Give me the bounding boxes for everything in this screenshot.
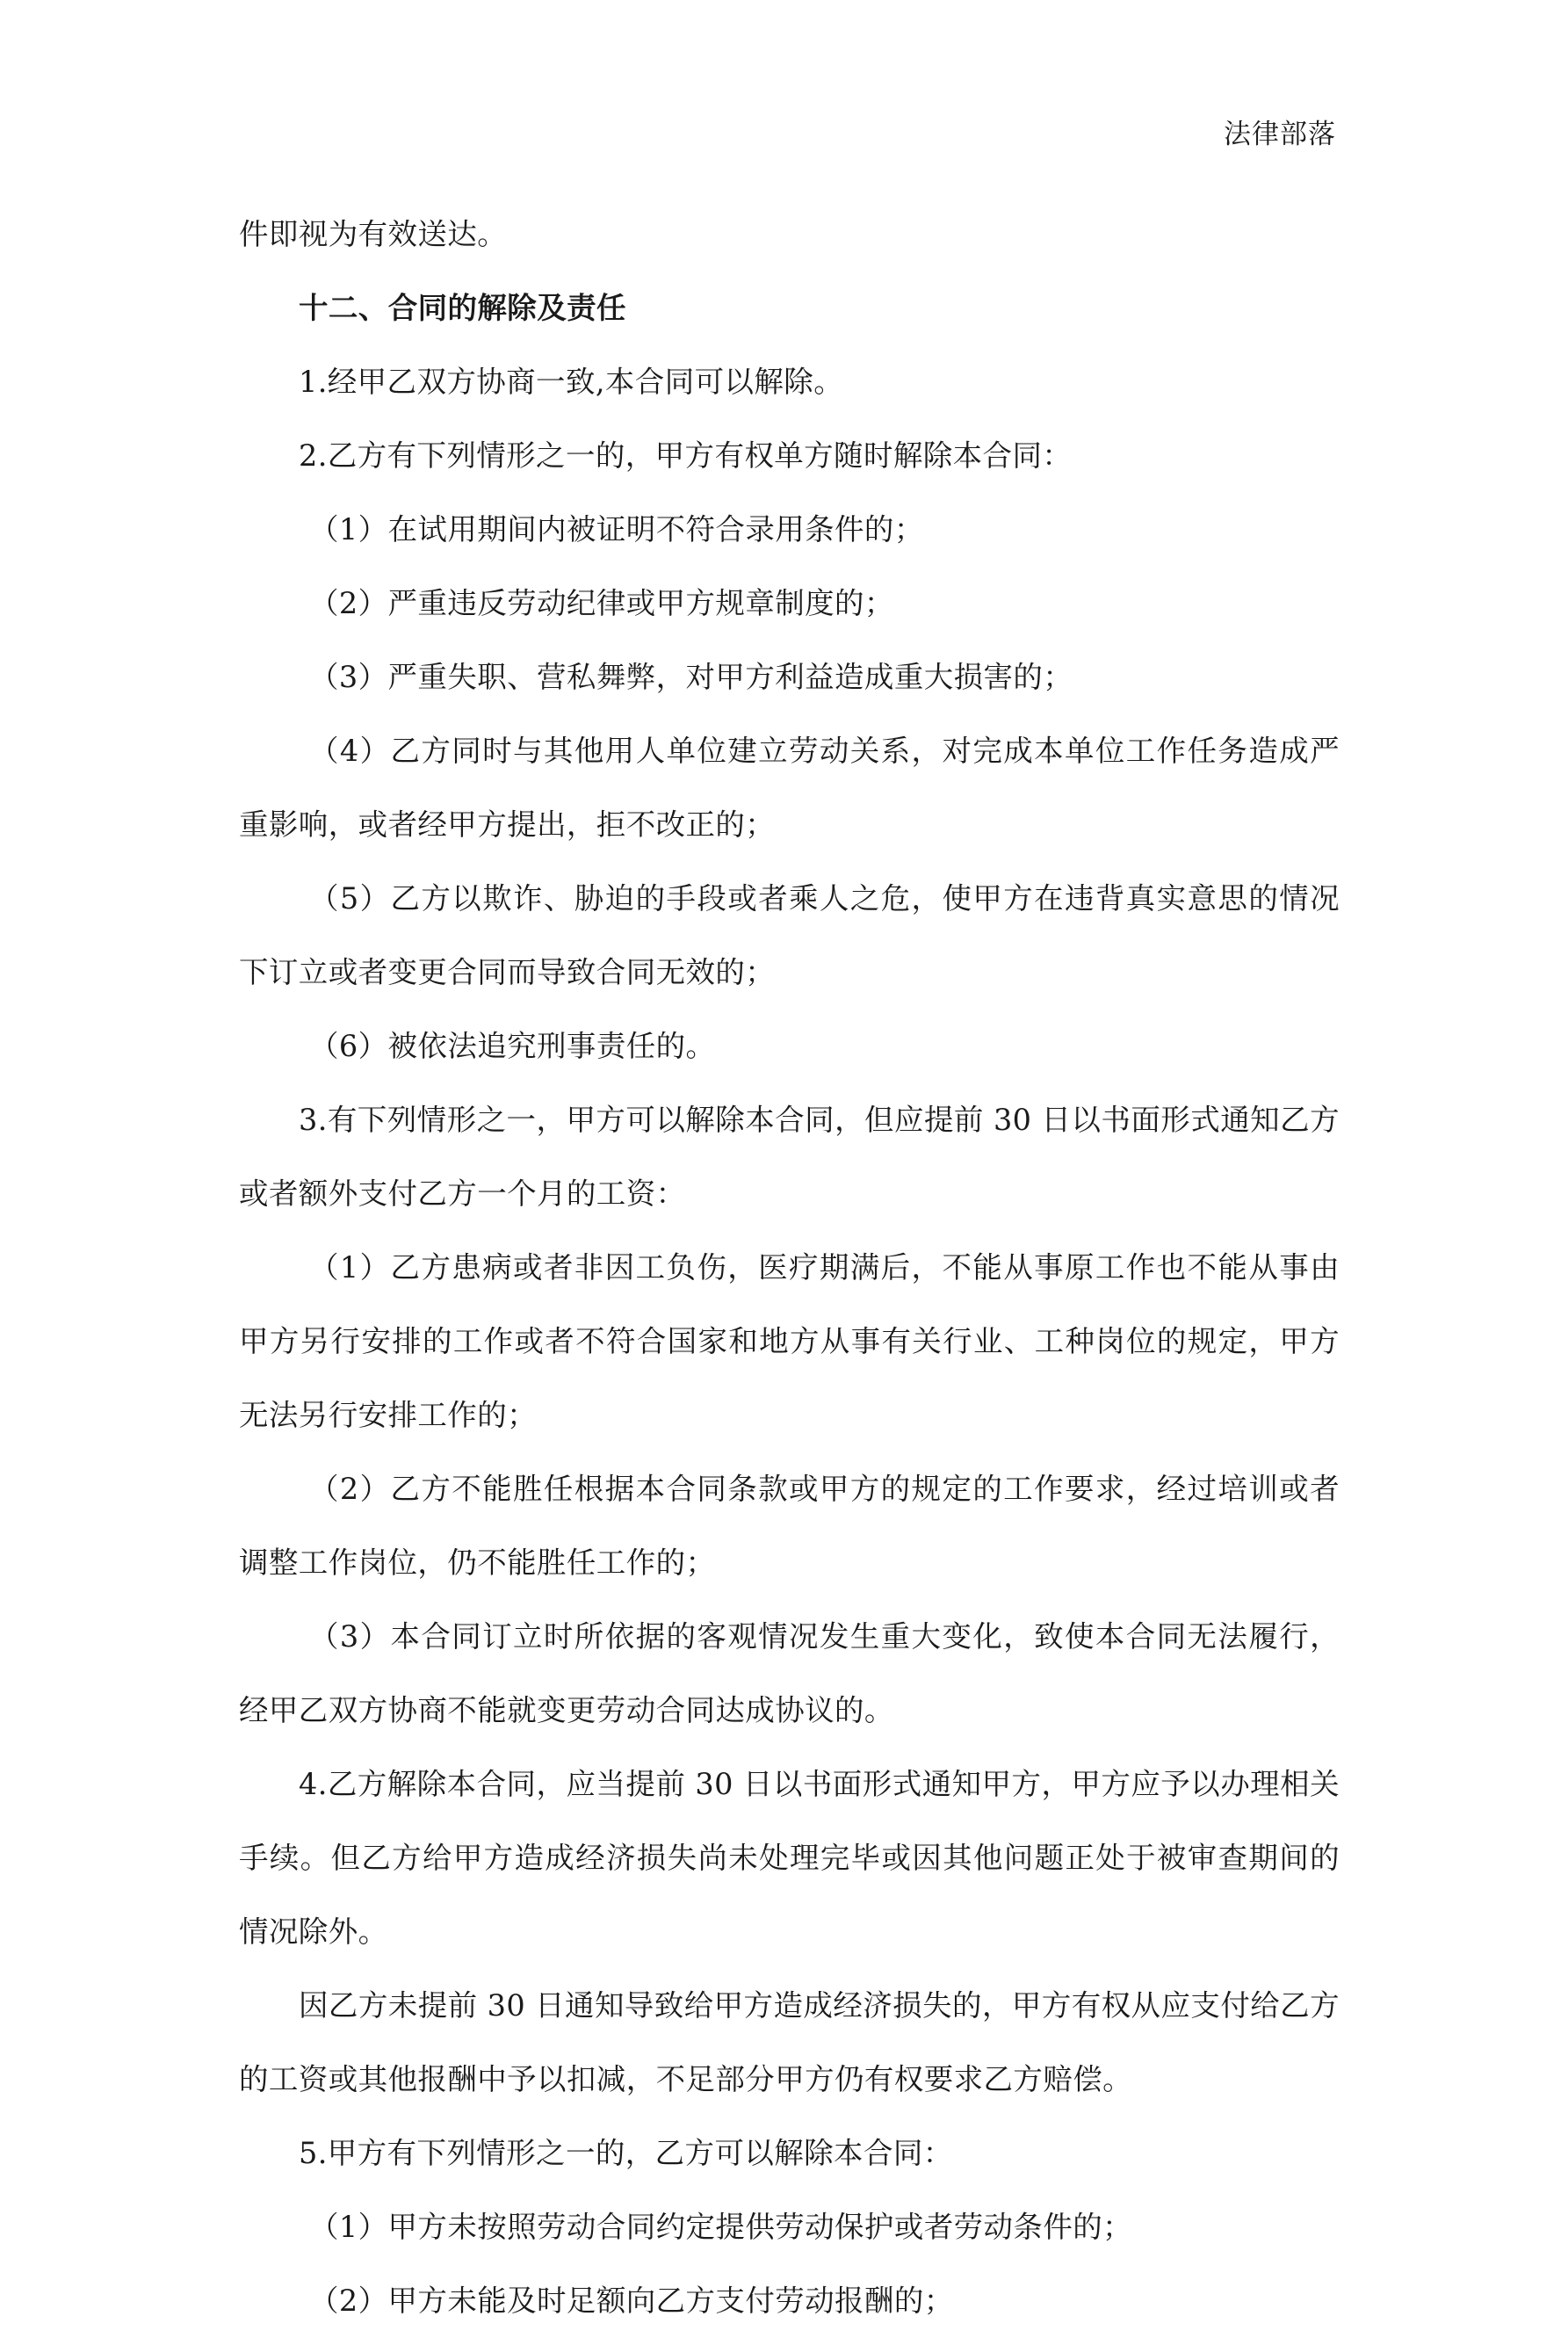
sub-clause: （1）乙方患病或者非因工负伤，医疗期满后，不能从事原工作也不能从事由甲方另行安排的工作或者不符合国家和地方从事有关行业、工种岗位的规定，甲方无法另行安排工作的； [239,1250,1340,1432]
sub-clause: （1）甲方未按照劳动合同约定提供劳动保护或者劳动条件的； [309,2210,1133,2244]
clause: 5.甲方有下列情形之一的，乙方可以解除本合同： [299,2136,953,2170]
sub-clause: （3）严重失职、营私舞弊，对甲方利益造成重大损害的； [309,660,1073,694]
clause: 3.有下列情形之一，甲方可以解除本合同，但应提前 30 日以书面形式通知乙方或者额外支付乙方一个月的工资： [239,1103,1340,1211]
sub-clause: （2）甲方未能及时足额向乙方支付劳动报酬的； [309,2284,954,2318]
sub-clause: （3）本合同订立时所依据的客观情况发生重大变化，致使本合同无法履行，经甲乙双方协商不能就变更劳动合同达成协议的。 [239,1619,1340,1727]
page-header-title: 法律部落 [1224,119,1336,150]
clause: 4.乙方解除本合同，应当提前 30 日以书面形式通知甲方，甲方应予以办理相关手续。但乙方给甲方造成经济损失尚未处理完毕或因其他问题正处于被审查期间的情况除外。 [239,1767,1340,1949]
document-body [239,198,1340,2338]
sub-clause: （1）在试用期间内被证明不符合录用条件的； [309,512,924,546]
paragraph: 件即视为有效送达。 [239,217,508,251]
sub-clause: （6）被依法追究刑事责任的。 [309,1029,716,1063]
clause: 因乙方未提前 30 日通知导致给甲方造成经济损失的，甲方有权从应支付给乙方的工资或其他报酬中予以扣减，不足部分甲方仍有权要求乙方赔偿。 [239,1988,1340,2096]
clause: 2.乙方有下列情形之一的，甲方有权单方随时解除本合同： [299,438,1073,473]
sub-clause: （4）乙方同时与其他用人单位建立劳动关系，对完成本单位工作任务造成严重影响，或者经甲方提出，拒不改正的； [239,734,1340,842]
sub-clause: （5）乙方以欺诈、胁迫的手段或者乘人之危，使甲方在违背真实意思的情况下订立或者变更合同而导致合同无效的； [239,881,1340,989]
sub-clause: （2）严重违反劳动纪律或甲方规章制度的； [309,586,894,620]
section-heading: 十二、合同的解除及责任 [299,291,626,325]
clause: 1.经甲乙双方协商一致,本合同可以解除。 [299,365,844,399]
sub-clause: （2）乙方不能胜任根据本合同条款或甲方的规定的工作要求，经过培训或者调整工作岗位，仍不能胜任工作的； [239,1472,1340,1580]
